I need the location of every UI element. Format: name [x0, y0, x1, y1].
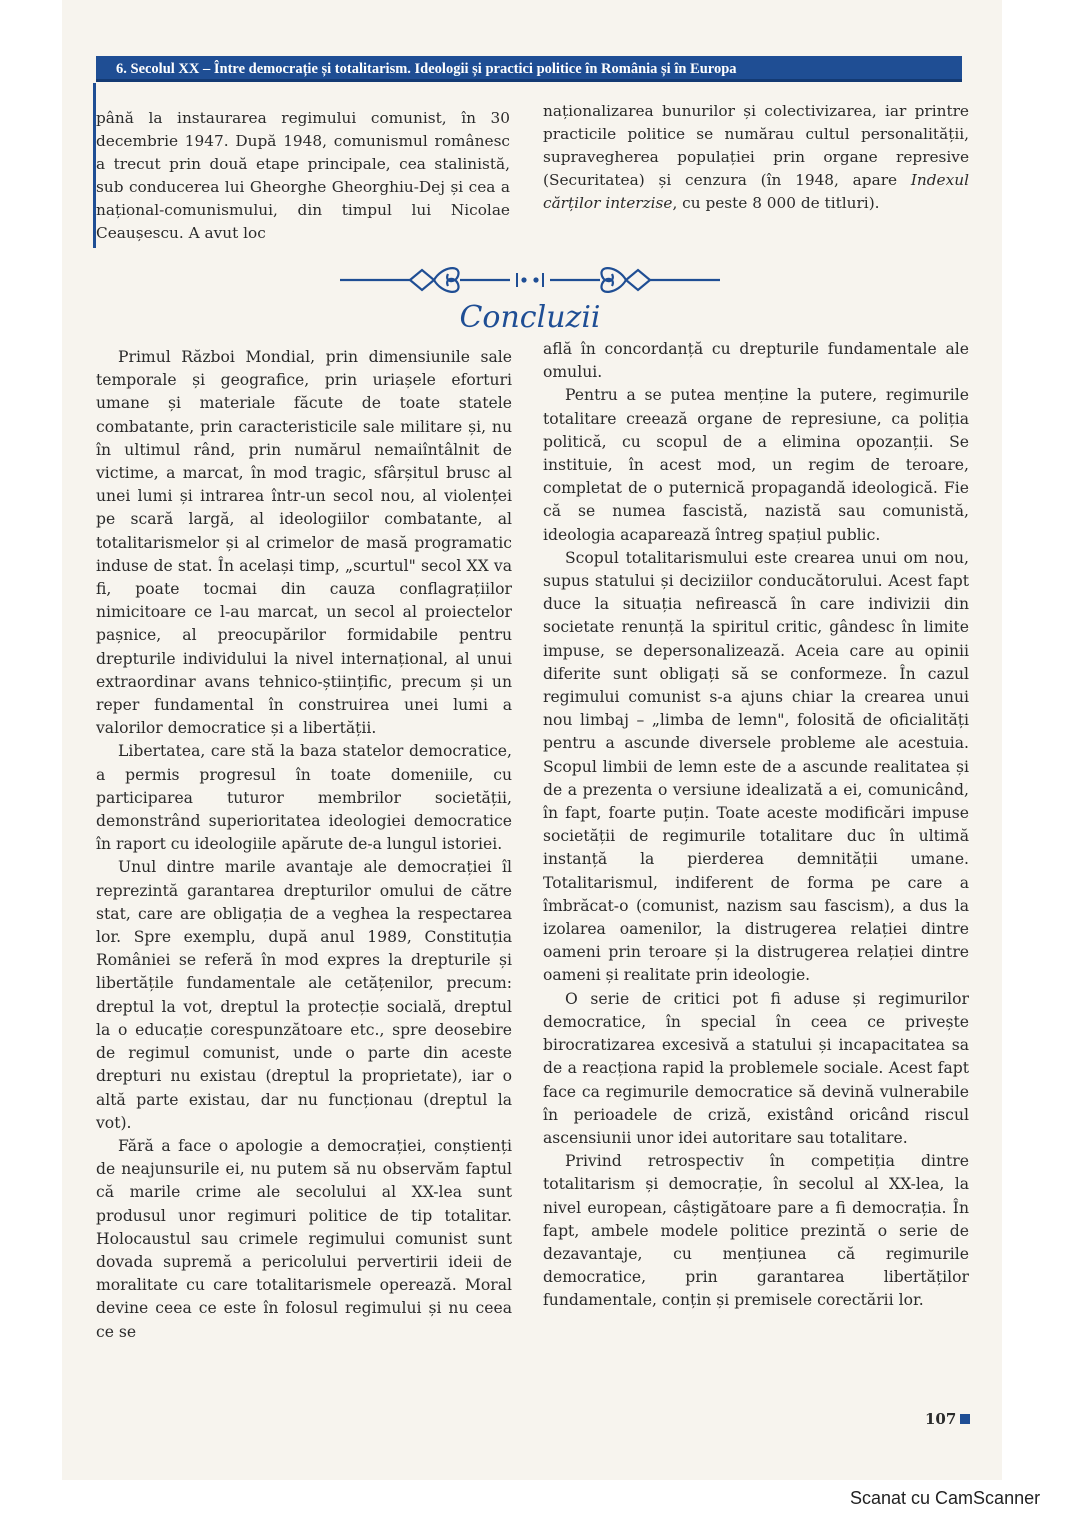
conclusions-paragraph: O serie de critici pot fi aduse și regimurilor democratice, în special în ceea ce privește birocratizarea excesivă a statului și incapacitatea sa de a reacționa rapid la problemele sociale. Acest fapt face ca regimurile democratice să devină vulnerabile în perioadele de criză, existând oricând riscul ascensiunii unor idei autoritare sau totalitare.: [543, 989, 969, 1147]
page-number: 107: [925, 1410, 957, 1428]
intro-right-text-a: naționalizarea bunurilor și colectivizarea, iar printre practicile politice se numărau cultul personalității, supravegherea populației prin organe represive (Securitatea) și cenzura (în 1948, apare: [543, 102, 969, 189]
intro-left-column: [96, 107, 510, 244]
chapter-title: 6. Secolul XX – Între democrație și totalitarism. Ideologii și practici politice în România și în Europa: [116, 61, 737, 77]
conclusions-right-column: [543, 338, 969, 1313]
conclusions-paragraph: Pentru a se putea menține la putere, regimurile totalitare creează organe de represiune, ca poliția politică, cu scopul de a elimina opozanții. Se instituie, în acest mod, un regim de teroare, completat de o puternică propagandă ideologică. Fie că se numea fascistă, nazistă sau comunistă, ideologia acaparează întreg spațiul public.: [543, 386, 969, 544]
conclusions-paragraph: Unul dintre marile avantaje ale democrației îl reprezintă garantarea drepturilor omului de către stat, care are obligația de a veghea la respectarea lor. Spre exemplu, după anul 1989, Constituția României se referă în mod expres la drepturile și libertățile fundamentale ale cetățenilor, precum: dreptul la vot, dreptul la protecție socială, dreptul la o educație corespunzătoare etc., spre deosebire de regimul comunist, unde o parte din aceste drepturi nu existau (dreptul la proprietate), iar o altă parte existau, dar nu funcționau (dreptul la vot).: [96, 858, 512, 1132]
conclusions-paragraph: Fără a face o apologie a democrației, conștienți de neajunsurile ei, nu putem să nu observăm faptul că marile crime ale secolului al XX-lea sunt produsul unor regimuri politice de tip totalitar. Holocaustul sau crimele regimului comunist sunt dovada supremă a pericolului pervertirii ideii de moralitate cu care totalitarismele operează. Moral devine ceea ce este în folosul regimului și nu ceea ce se: [96, 1136, 512, 1341]
page-number-square-icon: [960, 1414, 970, 1424]
intro-right-text-b: , cu peste 8 000 de titluri).: [672, 193, 880, 212]
index-title: Indexul cărților interzise: [543, 170, 969, 212]
section-title: Concluzii: [459, 300, 601, 335]
conclusions-paragraph: Libertatea, care stă la baza statelor democratice, a permis progresul în toate domeniile, cu participarea tuturor membrilor societății, demonstrând superioritatea ideologiei democratice în raport cu ideologiile apărute de-a lungul istoriei.: [96, 742, 512, 854]
conclusions-paragraph: Primul Război Mondial, prin dimensiunile sale temporale și geografice, prin uriașele eforturi umane și materiale făcute de toate statele combatante, prin caracteristicile sale militare și, nu în ultimul rând, prin numărul nemaiîntâlnit de victime, a marcat, în mod tragic, sfârșitul brusc al unei lumi și intrarea într-un secol nou, al violenței pe scară largă, al ideologiilor combatante, al totalitarismelor și al crimelor de masă programatic induse de stat. În același timp, „scurtul" secol XX va fi, poate tocmai din cauza conflagrațiilor nimicitoare ce l-au marcat, un secol al proiectelor pașnice, al preocupărilor formidabile pentru drepturile individului la nivel internațional, al unui extraordinar avans tehnico-științific, precum și un reper fundamental în construirea unei lumi a valorilor democratice și a libertății.: [96, 348, 512, 738]
intro-left-text: până la instaurarea regimului comunist, în 30 decembrie 1947. După 1948, comunismul românesc a trecut prin două etape principale, cea stalinistă, sub conducerea lui Gheorghe Gheorghiu-Dej și cea a național-comunismului, din timpul lui Nicolae Ceaușescu. A avut loc: [96, 109, 510, 242]
conclusions-paragraph: află în concordanță cu drepturile fundamentale ale omului.: [543, 340, 969, 382]
ornament-divider-icon: [330, 256, 730, 304]
conclusions-left-column: [96, 346, 512, 1344]
intro-right-column: [543, 100, 969, 215]
intro-right-paragraph: [543, 100, 969, 215]
conclusions-paragraph: Scopul totalitarismului este crearea unui om nou, supus statului și deciziilor conducătorului. Acest fapt duce la situația nefirească în care indivizii din societate renunță la spiritul critic, gândesc în limite impuse, se depersonalizează. Aceia care au opinii diferite sunt obligați să se conformeze. În cazul regimului comunist s-a ajuns chiar la crearea unui nou limbaj – „limba de lemn", folosită de oficialități pentru a ascunde diversele probleme ale acestuia. Scopul limbii de lemn este de a ascunde realitatea și de a prezenta o versiune idealizată a ei, comunicând, în fapt, foarte puțin. Toate aceste modificări impuse societății de regimurile totalitare duc în ultimă instanță la pierderea demnității umane. Totalitarismul, indiferent de forma pe care a îmbrăcat-o (comunist, nazism sau fascism), a dus la izolarea oamenilor, la distrugerea relației dintre oameni prin teroare și la distrugerea relației dintre oameni și realitate prin ideologie.: [543, 548, 969, 985]
chapter-header: [96, 56, 962, 82]
conclusions-paragraph: Privind retrospectiv în competiția dintre totalitarism și democrație, în secolul al XX-lea, la nivel european, câștigătoare pare a fi democrația. În fapt, ambele modele politice prezintă o serie de dezavantaje, cu mențiunea că regimurile democratice, prin garantarea libertăților fundamentale, conțin și premisele corectării lor.: [543, 1152, 969, 1310]
scanner-watermark: Scanat cu CamScanner: [850, 1488, 1041, 1508]
